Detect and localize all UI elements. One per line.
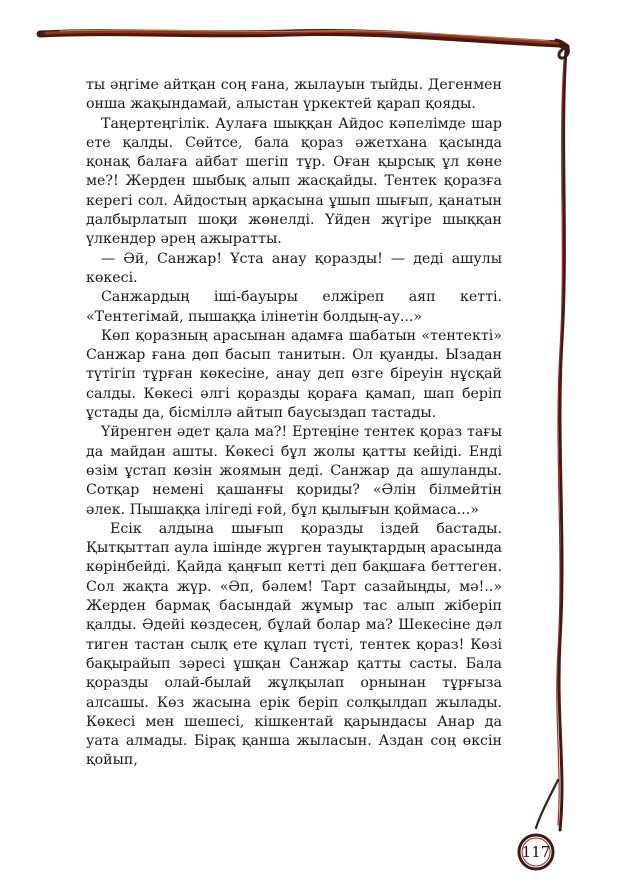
frame-right-vine — [559, 50, 566, 830]
paragraph-4: Санжардың іші-бауыры елжіреп аяп кетті. «Тентегімай, пышаққа ілінетін болдың-ау...» — [86, 289, 502, 325]
frame-top-branch — [40, 32, 566, 47]
paragraph-5: Көп қоразның арасынан адамға шабатын «тентекті» Санжар ғана дөп басып танитын. Ол қуанды. Ызадан түтігіп тұрған көкесіне, анау деп өзге біреуін нұсқай салды. Көкесі әлгі қоразды қораға қамап, шап беріп ұстады да, бісміллә айтып баусыздап тастады. — [86, 327, 502, 422]
paragraph-6: Үйренген әдет қала ма?! Ертеңіне тентек қораз тағы да майдан ашты. Көкесі бұл жолы қатты кейіді. Енді өзім ұстап көзін жоямын деді. Санжар да ашуланды. Сотқар немені қашанғы қориды? «Әлін білмейтін әлек. Пышаққа ілігеді ғой, бұл қылығын қоймаса...» — [86, 424, 502, 518]
frame-right-vine-red — [557, 60, 564, 825]
paragraph-1: ты әңгіме айтқан соң ғана, жылауын тыйды. Дегенмен оншa жақындамай, алыстан үркектей қарап қояды. — [86, 77, 502, 113]
page-number: 117 — [521, 843, 551, 861]
frame-corner-knot — [556, 40, 568, 58]
story-text — [86, 76, 502, 771]
frame-top-highlight — [46, 31, 558, 43]
paragraph-3: — Әй, Санжар! Ұста анау қоразды! — деді ашулы көкесі. — [86, 250, 502, 286]
paragraph-7: Есік алдына шығып қоразды іздей бастады. Қытқыттап аула ішінде жүрген тауықтардың арасында көрінбейді. Қайда қаңғып кетті деп бақшаға беттеген. Сол жақта жүр. «Әп, бәлем! Тарт сазайыңды, мә!..» Жерден бармақ басындай жұмыр тас алып жіберіп қалды. Әдейі көздесең, бұлай болар ма? Шекесіне дәл тиген тастан сылқ ете құлап түсті, тентек қораз! Көзі бақырайып зәресі ұшқан Санжар қатты састы. Бала қоразды олай-былай жұлқылап орнынан тұрғыза алсашы. Көз жасына ерік беріп солқылдап жылады. Көкесі мен шешесі, кішкентай қарындасы Анар да уата алмады. Бірақ қанша жыласын. Аздан соң өксін қойып, — [86, 520, 502, 769]
frame-top-gold — [60, 30, 550, 41]
paragraph-2: Таңертеңгілік. Аулаға шыққан Айдос кәпелімде шар ете қалды. Сөйтсе, бала қораз әжетхана қасында қонақ балаға айбат шегіп тұр. Оған қырсық ұл көне ме?! Жерден шыбық алып жасқайды. Тентек қоразға керегі сол. Айдостың арқасына ұшып шығып, қанатын далбырлатып шоқи жөнелді. Үйден жүгіре шыққан үлкендер әрең ажыратты. — [86, 115, 502, 248]
frame-bottom-tendril — [536, 780, 558, 828]
